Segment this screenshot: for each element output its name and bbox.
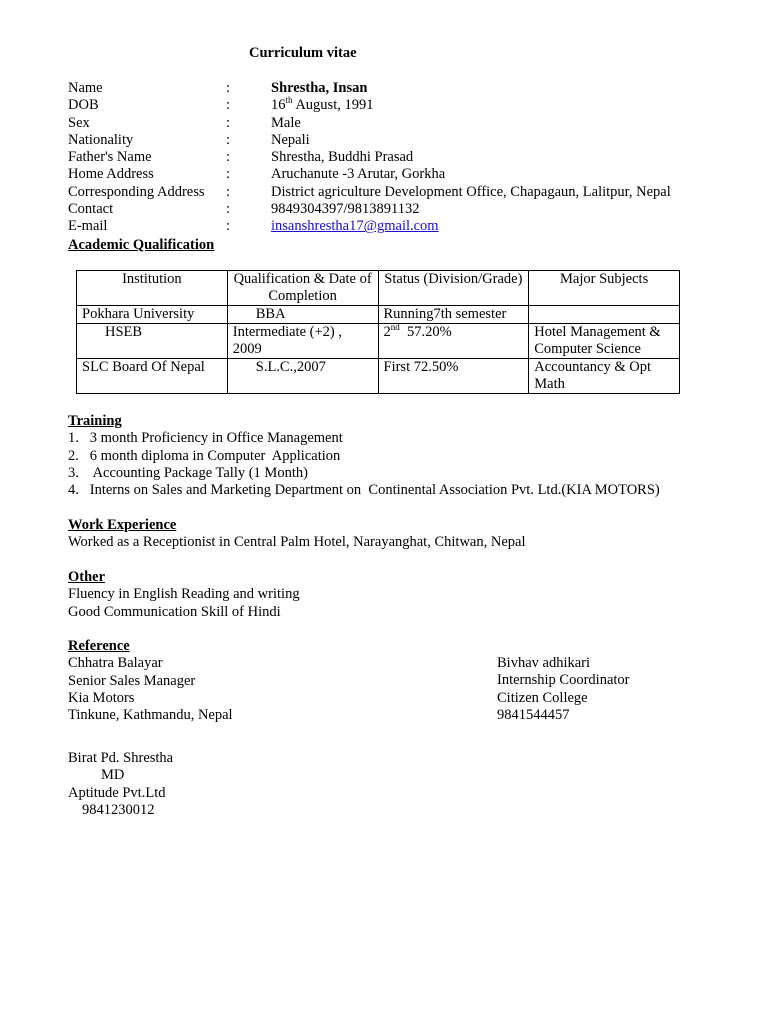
email-label: E-mail [68,218,108,235]
reference-heading: Reference [68,638,130,654]
header-institution: Institution [77,271,228,306]
document-title: Curriculum vitae [249,45,357,61]
colon: : [226,183,231,200]
reference-2-name: Bivhav adhikari [497,655,591,671]
cell-status: 2nd 57.20% [378,324,529,359]
academic-table [76,270,680,394]
table-row [77,359,680,394]
dob-label: DOB [68,97,99,114]
dob-value: 16th August, 1991 [271,95,374,114]
header-qualification: Qualification & Date of Completion [227,271,378,306]
list-item: 1. 3 month Proficiency in Office Management [68,430,343,447]
work-section [68,517,525,552]
academic-heading: Academic Qualification [68,237,215,253]
other-section [68,569,300,621]
cell-status: First 72.50% [378,359,529,394]
nationality-label: Nationality [68,131,134,148]
colon: : [226,114,231,131]
reference-3 [68,750,173,819]
cell-subjects [529,306,680,324]
corresponding-address-value: District agriculture Development Office, Chapagaun, Lalitpur, Nepal [271,183,671,200]
training-section [68,413,660,499]
reference-1-company: Kia Motors [68,689,135,706]
table-row [77,324,680,359]
cell-qualification: Intermediate (+2) , 2009 [227,324,378,359]
reference-3-title: MD [101,767,125,784]
fathers-name-value: Shrestha, Buddhi Prasad [271,149,414,166]
contact-value: 9849304397/9813891132 [271,201,420,218]
colon: : [226,97,231,114]
reference-2-title: Internship Coordinator [497,672,630,689]
training-heading: Training [68,413,122,429]
work-text: Worked as a Receptionist in Central Palm Hotel, Narayanghat, Chitwan, Nepal [68,534,526,551]
home-address-label: Home Address [68,166,154,183]
other-heading: Other [68,569,106,585]
cell-institution: Pokhara University [77,306,228,324]
header-subjects: Major Subjects [529,271,680,306]
colon: : [226,80,231,96]
work-heading: Work Experience [68,517,177,533]
reference-2-company: Citizen College [497,689,588,706]
sex-value: Male [271,114,301,131]
header-status: Status (Division/Grade) [378,271,529,306]
reference-1-name: Chhatra Balayar [68,655,163,672]
reference-2-phone: 9841544457 [497,706,570,723]
list-item: 3. Accounting Package Tally (1 Month) [68,464,308,481]
reference-3-company: Aptitude Pvt.Ltd [68,784,166,801]
table-row [77,306,680,324]
cell-qualification: BBA [227,306,378,324]
cell-subjects: Hotel Management & Computer Science [529,324,680,359]
reference-section [68,638,233,724]
other-line: Good Communication Skill of Hindi [68,603,281,620]
colon: : [226,149,231,166]
reference-2 [497,655,630,724]
list-item: 4. Interns on Sales and Marketing Department on Continental Association Pvt. Ltd.(KIA MOTORS) [68,482,660,499]
colon: : [226,131,231,148]
cell-subjects: Accountancy & Opt Math [529,359,680,394]
reference-1-title: Senior Sales Manager [68,672,196,689]
cell-institution: SLC Board Of Nepal [77,359,228,394]
list-item: 2. 6 month diploma in Computer Application [68,447,341,464]
sex-label: Sex [68,114,90,131]
name-label: Name [68,80,103,96]
corresponding-address-label: Corresponding Address [68,183,205,200]
colon: : [226,166,231,183]
name-value: Shrestha, Insan [271,80,368,96]
reference-1-address: Tinkune, Kathmandu, Nepal [68,707,233,724]
email-link[interactable]: insanshrestha17@gmail.com [271,218,439,235]
home-address-value: Aruchanute -3 Arutar, Gorkha [271,166,446,183]
table-header-row [77,271,680,306]
cell-qualification: S.L.C.,2007 [227,359,378,394]
other-line: Fluency in English Reading and writing [68,586,300,603]
fathers-name-label: Father's Name [68,149,152,166]
reference-3-name: Birat Pd. Shrestha [68,750,174,766]
cell-status: Running7th semester [378,306,529,324]
contact-label: Contact [68,201,114,218]
colon: : [226,218,231,235]
cell-institution: HSEB [77,324,228,359]
colon: : [226,201,231,218]
reference-3-phone: 9841230012 [82,801,155,818]
nationality-value: Nepali [271,131,310,148]
